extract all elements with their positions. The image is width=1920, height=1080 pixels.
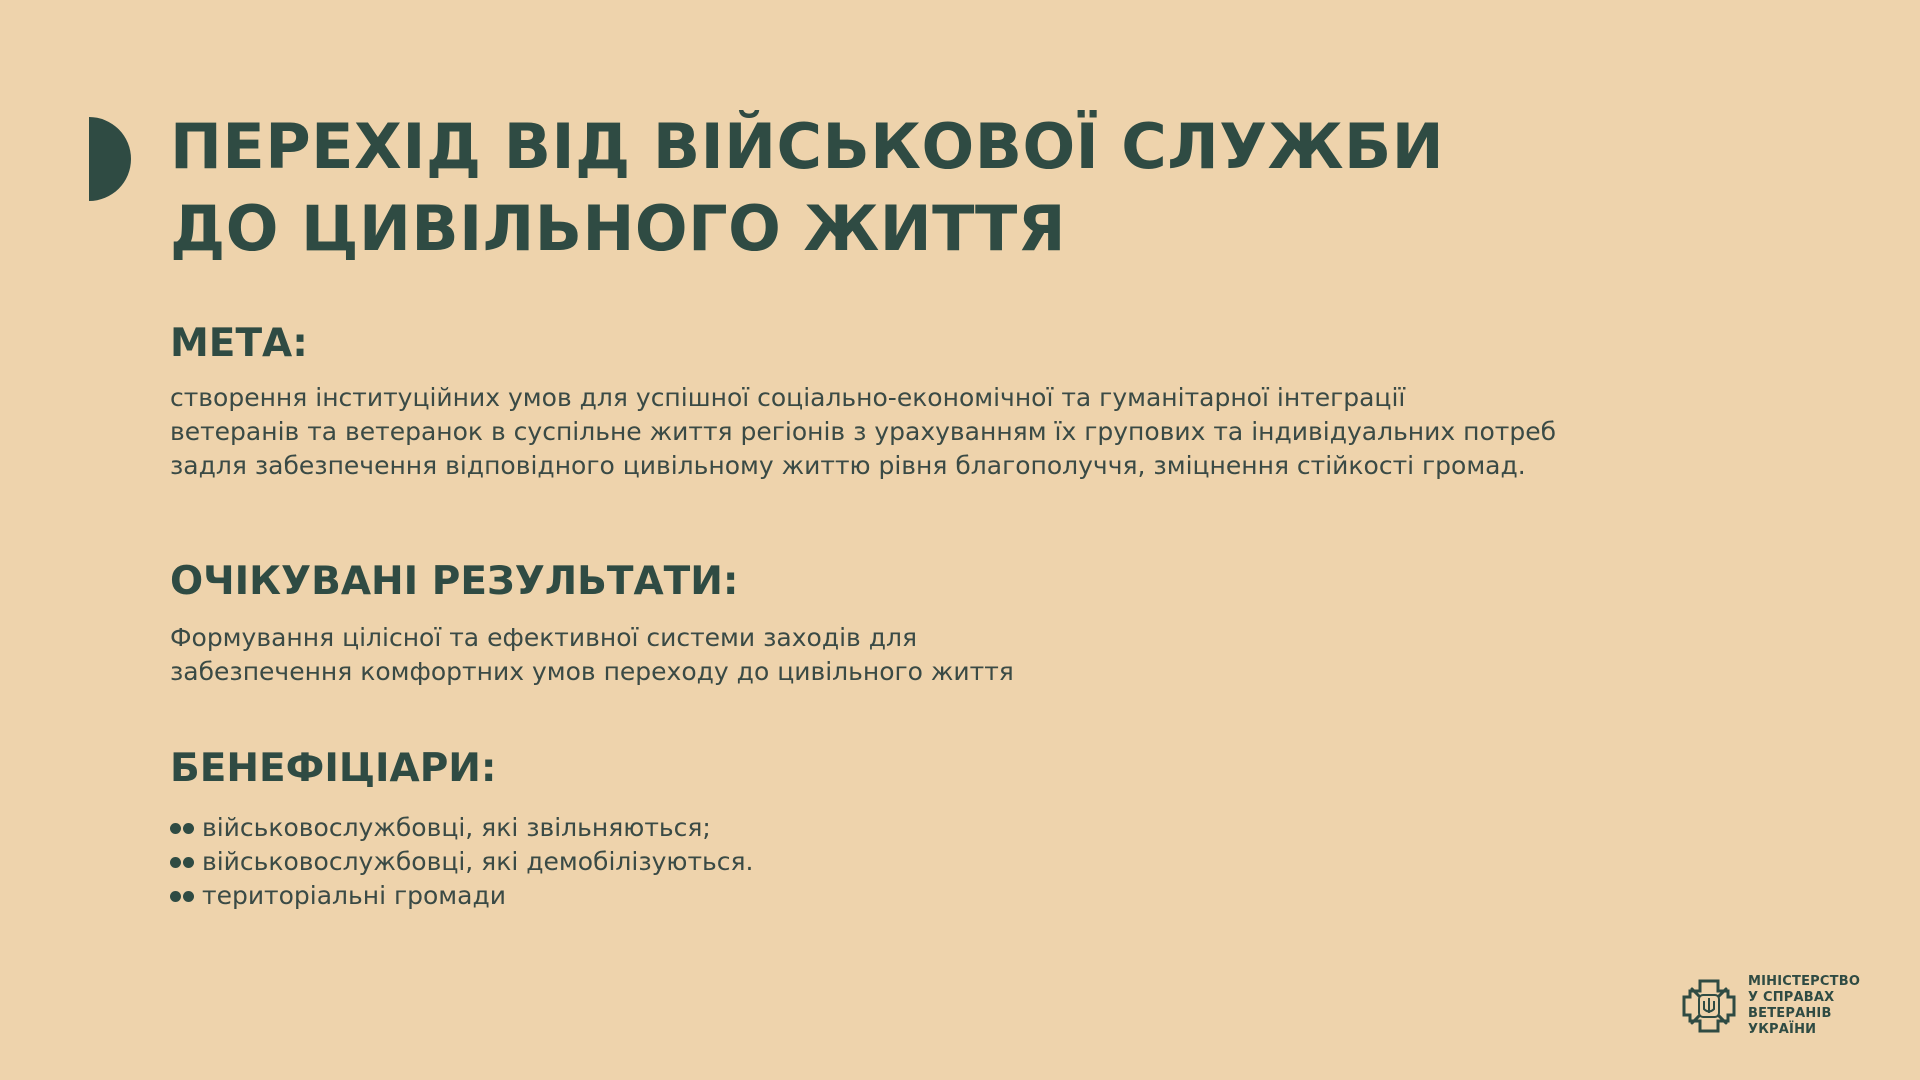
double-dot-bullet-icon <box>170 891 194 902</box>
page-title-line-2: ДО ЦИВІЛЬНОГО ЖИТТЯ <box>170 192 1066 265</box>
results-text <box>170 621 1014 689</box>
list-item-label: військовослужбовці, які демобілізуються. <box>202 847 754 876</box>
results-text-line: забезпечення комфортних умов переходу до цивільного життя <box>170 657 1014 686</box>
list-item-label: військовослужбовці, які звільняються; <box>202 813 711 842</box>
goal-text <box>170 381 1556 483</box>
list-item-label: територіальні громади <box>202 881 507 910</box>
ministry-logo <box>1680 974 1860 1038</box>
half-circle-accent-icon <box>89 117 131 201</box>
results-heading: ОЧІКУВАНІ РЕЗУЛЬТАТИ: <box>170 559 739 604</box>
beneficiaries-list <box>170 811 753 913</box>
page-title <box>170 106 1444 270</box>
ministry-name-line: УКРАЇНИ <box>1748 1022 1817 1037</box>
beneficiaries-section <box>170 745 753 913</box>
ministry-emblem-icon <box>1680 977 1738 1035</box>
double-dot-bullet-icon <box>170 857 194 868</box>
page-title-line-1: ПЕРЕХІД ВІД ВІЙСЬКОВОЇ СЛУЖБИ <box>170 110 1445 183</box>
ministry-name <box>1748 974 1860 1038</box>
list-item <box>170 879 753 913</box>
results-section <box>170 558 1014 689</box>
beneficiaries-heading: БЕНЕФІЦІАРИ: <box>170 746 497 791</box>
list-item <box>170 811 753 845</box>
double-dot-bullet-icon <box>170 823 194 834</box>
results-text-line: Формування цілісної та ефективної системи заходів для <box>170 623 918 652</box>
list-item <box>170 845 753 879</box>
goal-text-line: створення інституційних умов для успішної соціально-економічної та гуманітарної інтеграції <box>170 383 1406 412</box>
goal-text-line: ветеранів та ветеранок в суспільне життя регіонів з урахуванням їх групових та індивідуальних потреб <box>170 417 1557 446</box>
ministry-name-line: ВЕТЕРАНІВ <box>1748 1006 1832 1021</box>
goal-heading: МЕТА: <box>170 321 308 366</box>
goal-text-line: задля забезпечення відповідного цивільному життю рівня благополуччя, зміцнення стійкості громад. <box>170 451 1526 480</box>
goal-section <box>170 320 1556 483</box>
ministry-name-line: МІНІСТЕРСТВО <box>1748 974 1861 989</box>
ministry-name-line: У СПРАВАХ <box>1748 990 1835 1005</box>
